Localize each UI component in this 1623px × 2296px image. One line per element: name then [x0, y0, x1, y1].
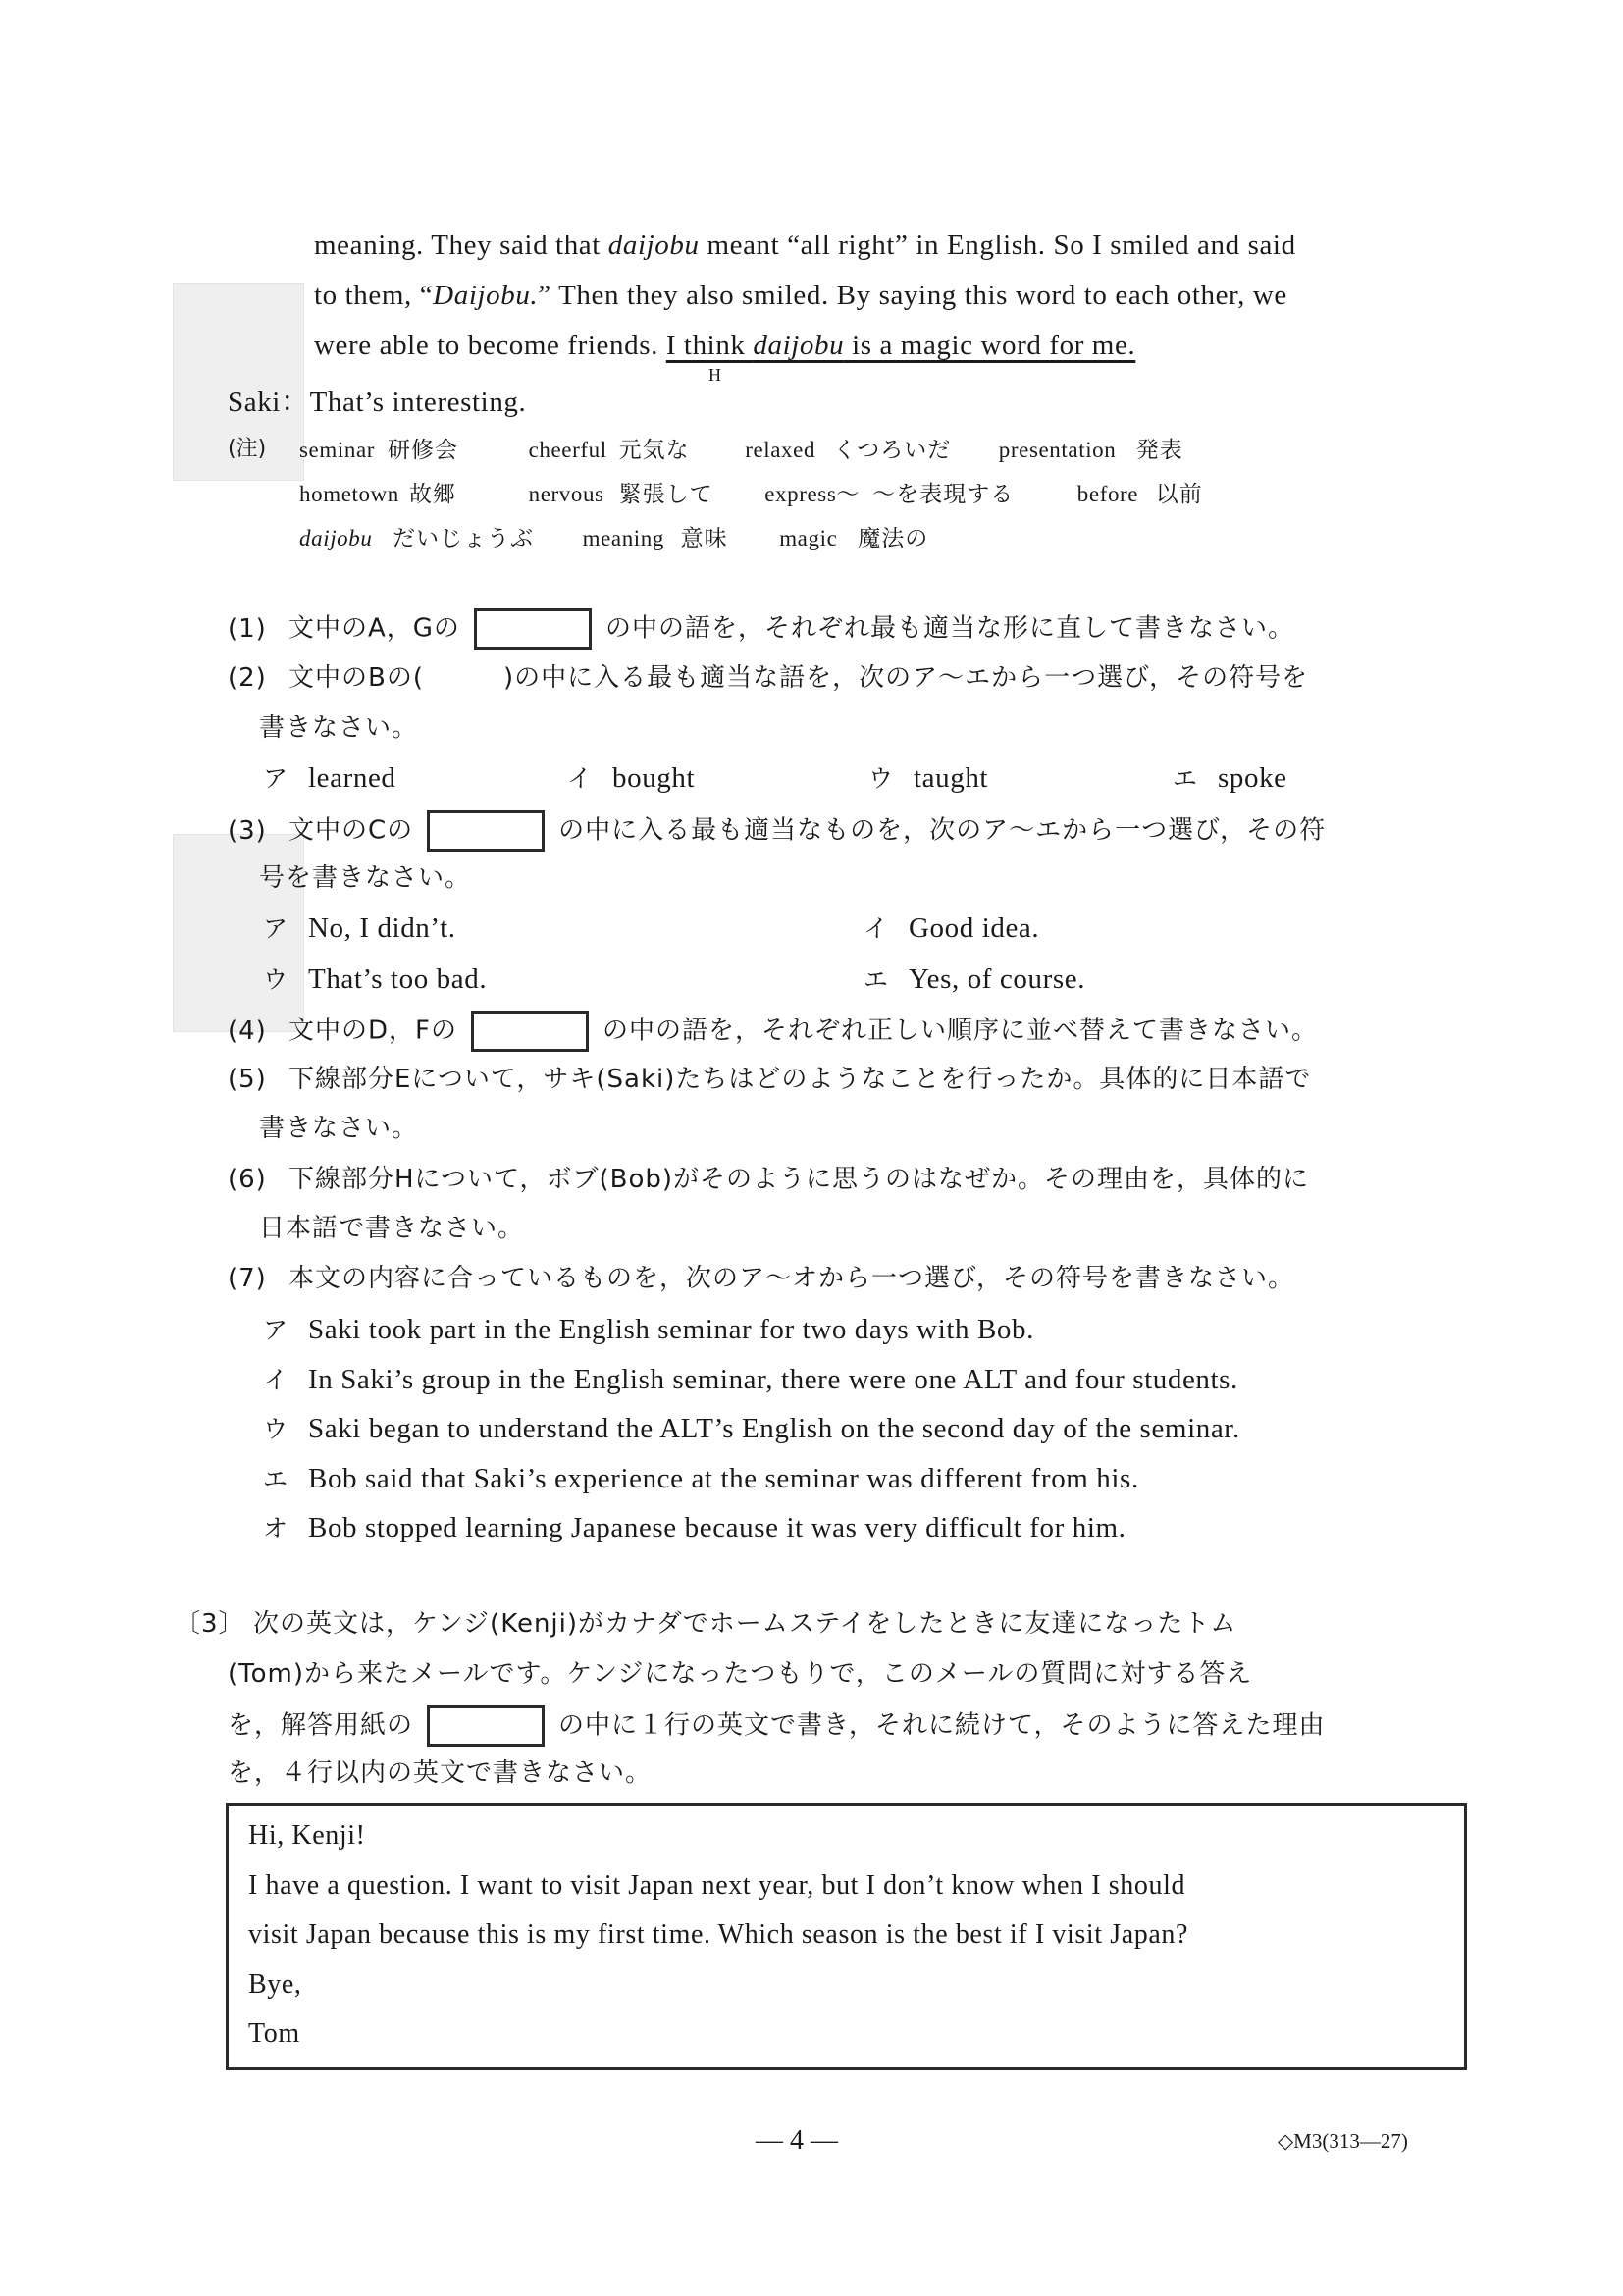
question-6-cont: 日本語で書きなさい。 — [259, 1214, 525, 1243]
section-3-instructions-3: を，解答用紙の の中に１行の英文で書き，それに続けて，そのように答えた理由 — [228, 1705, 1325, 1747]
q3-option-a: ア No, I didn’t. — [263, 913, 456, 944]
q2-option-c: ウ taught — [868, 762, 989, 794]
email-signature: Tom — [248, 2018, 300, 2049]
notes-row-3: daijobu だいじょうぶ meaning 意味 magic 魔法の — [299, 526, 929, 551]
passage-line-3: were able to become friends. I think daijobu is a magic word for me. — [314, 330, 1136, 361]
answer-blank-box — [427, 1705, 545, 1747]
question-2: (2) 文中のBの( )の中に入る最も適当な語を，次のア～エから一つ選び，その符号を — [228, 663, 1309, 693]
q7-option-b: イ In Saki’s group in the English seminar, there were one ALT and four students. — [263, 1364, 1238, 1395]
q3-option-b: イ Good idea. — [864, 913, 1040, 944]
exam-code: ◇M3(313—27) — [1278, 2129, 1408, 2153]
q2-option-b: イ bought — [567, 762, 696, 794]
section-3-instructions-1: 〔3〕 次の英文は，ケンジ(Kenji)がカナダでホームステイをしたときに友達になったトム — [175, 1606, 1236, 1642]
email-closing: Bye, — [248, 1969, 302, 2000]
answer-blank-box — [474, 608, 592, 650]
q3-option-d: エ Yes, of course. — [864, 964, 1086, 995]
underlined-h: I think daijobu is a magic word for me. — [665, 330, 1136, 361]
q7-option-d: エ Bob said that Saki’s experience at the seminar was different from his. — [263, 1463, 1139, 1494]
saki-line: Saki：That’s interesting. — [228, 387, 527, 418]
question-3-cont: 号を書きなさい。 — [259, 863, 472, 893]
notes-label: (注) — [228, 437, 267, 461]
email-body-line-2: visit Japan because this is my first time. Which season is the best if I visit Japan? — [248, 1919, 1188, 1950]
underline-marker-h: H — [708, 365, 721, 385]
answer-blank-box — [427, 810, 545, 852]
notes-row-1: seminar 研修会 cheerful 元気な relaxed くつろいだ presentation 発表 — [299, 438, 1183, 463]
q7-option-c: ウ Saki began to understand the ALT’s English on the second day of the seminar. — [263, 1413, 1240, 1444]
question-5: (5) 下線部分Eについて，サキ(Saki)たちはどのようなことを行ったか。具体的に日本語で — [228, 1065, 1312, 1094]
speaker-name: Saki — [228, 387, 281, 418]
q7-option-e: オ Bob stopped learning Japanese because it was very difficult for him. — [263, 1512, 1126, 1543]
notes-row-2: hometown 故郷 nervous 緊張して express～ ～を表現する before 以前 — [299, 482, 1203, 507]
q2-option-d: エ spoke — [1173, 762, 1287, 794]
question-3: (3) 文中のCの の中に入る最も適当なものを，次のア～エから一つ選び，その符 — [228, 810, 1326, 852]
passage-line-1: meaning. They said that daijobu meant “all right” in English. So I smiled and said — [314, 230, 1296, 261]
q3-option-c: ウ That’s too bad. — [263, 964, 488, 995]
question-4: (4) 文中のD，Fの の中の語を，それぞれ正しい順序に並べ替えて書きなさい。 — [228, 1011, 1318, 1052]
page-number: — 4 — — [756, 2125, 838, 2156]
q7-option-a: ア Saki took part in the English seminar for two days with Bob. — [263, 1314, 1034, 1345]
section-3-instructions-4: を，４行以内の英文で書きなさい。 — [228, 1758, 653, 1788]
question-2-cont: 書きなさい。 — [259, 713, 419, 743]
question-6: (6) 下線部分Hについて，ボブ(Bob)がそのように思うのはなぜか。その理由を，具体的に — [228, 1165, 1310, 1194]
question-5-cont: 書きなさい。 — [259, 1114, 419, 1143]
answer-blank-box — [471, 1011, 589, 1052]
question-7: (7) 本文の内容に合っているものを，次のア～オから一つ選び，その符号を書きなさい。 — [228, 1264, 1294, 1293]
section-3-instructions-2: (Tom)から来たメールです。ケンジになったつもりで，このメールの質問に対する答え — [228, 1659, 1253, 1689]
q2-option-a: ア learned — [263, 762, 396, 794]
email-box — [226, 1803, 1467, 2070]
email-greeting: Hi, Kenji! — [248, 1820, 366, 1851]
passage-line-2: to them, “Daijobu.” Then they also smiled. By saying this word to each other, we — [314, 280, 1287, 311]
section-number: 〔3〕 — [175, 1609, 245, 1639]
email-body-line-1: I have a question. I want to visit Japan next year, but I don’t know when I should — [248, 1870, 1186, 1901]
question-1: (1) 文中のA，Gの の中の語を，それぞれ最も適当な形に直して書きなさい。 — [228, 608, 1294, 650]
